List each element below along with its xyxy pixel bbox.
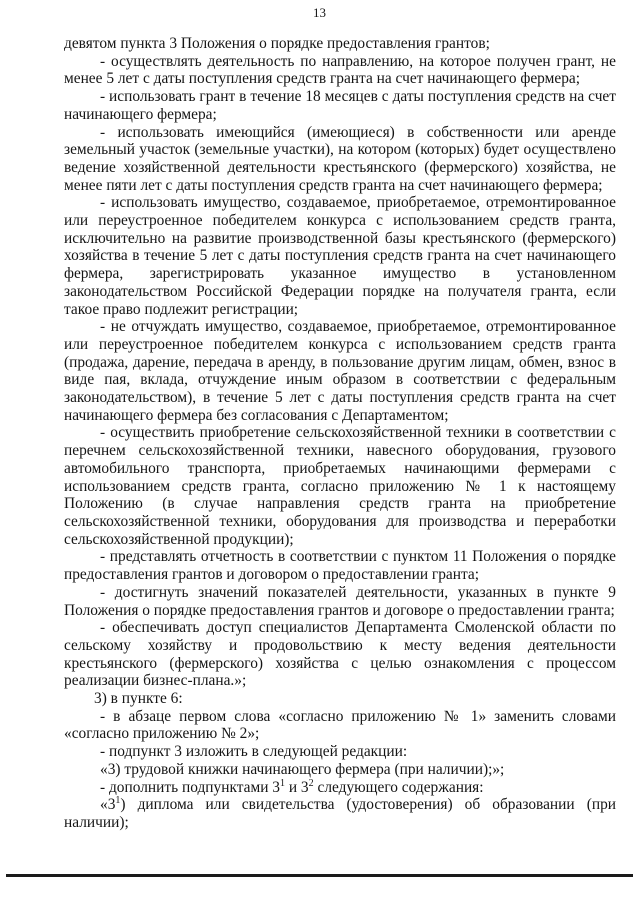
supplement-text-after: следующего содержания: xyxy=(313,778,484,796)
document-body xyxy=(64,35,616,832)
last-item-text: ) диплома или свидетельства (удостоверения) об образовании (при наличии); xyxy=(64,796,616,831)
last-item-paragraph xyxy=(64,796,616,831)
paragraph: - использовать имеющийся (имеющиеся) в собственности или аренде земельный участок (земельные участки), на котором (которых) будет осуществлено ведение хозяйственной деятельности крестьянского (фермерского) хозяйства, не менее пяти лет с даты поступления средств гранта на счет начинающего фермера; xyxy=(64,123,616,194)
paragraph: - осуществлять деятельность по направлению, на которое получен грант, не менее 5 лет с даты поступления средств гранта на счет начинающего фермера; xyxy=(64,52,616,88)
paragraph: - осуществить приобретение сельскохозяйственной техники в соответствии с перечнем сельскохозяйственной техники, навесного оборудования, грузового автомобильного транспорта, приобретаемых начинающими фермерами с использованием средств гранта, согласно приложению № 1 к настоящему Положению (в случае направления средств гранта на приобретение сельскохозяйственной техники, оборудования для производства и переработки сельскохозяйственной продукции); xyxy=(64,424,616,548)
paragraph: - не отчуждать имущество, создаваемое, приобретаемое, отремонтированное или переустроенное победителем конкурса с использованием средств гранта (продажа, дарение, передача в аренду, в пользование другим лицам, обмен, взнос в виде пая, вклада, отчуждение иным образом в соответствии с федеральным законодательством), в течение 5 лет с даты поступления средств гранта на счет начинающего фермера без согласования с Департаментом; xyxy=(64,318,616,424)
paragraph: 3) в пункте 6: xyxy=(94,690,183,708)
paragraph: - использовать имущество, создаваемое, приобретаемое, отремонтированное или переустроенное победителем конкурса с использованием средств гранта, исключительно на развитие производственной базы крестьянского (фермерского) хозяйства в течение 5 лет с даты поступления средств гранта на счет начинающего фермера, зарегистрировать указанное имущество в установленном законодательством Российской Федерации порядке на получателя гранта, если такое право подлежит регистрации; xyxy=(64,194,616,318)
bottom-rule xyxy=(6,874,633,877)
paragraph: - в абзаце первом слова «согласно приложению № 1» заменить словами «согласно приложению № 2»; xyxy=(64,707,616,743)
superscript: 1 xyxy=(115,795,121,807)
paragraph: «3) трудовой книжки начинающего фермера (при наличии);»; xyxy=(100,760,505,778)
paragraph: - обеспечивать доступ специалистов Департамента Смоленской области по сельскому хозяйству и продовольствию к месту ведения деятельности крестьянского (фермерского) хозяйства с целью ознакомления с процессом реализации бизнес-плана.»; xyxy=(64,619,616,690)
supplement-text-before: - дополнить подпунктами 3 xyxy=(100,778,280,796)
paragraph: девятом пункта 3 Положения о порядке предоставления грантов; xyxy=(64,35,490,52)
supplement-text-middle: и 3 xyxy=(285,778,309,796)
page-number: 13 xyxy=(313,5,326,20)
paragraph: - достигнуть значений показателей деятельности, указанных в пункте 9 Положения о порядке предоставления грантов и договоре о предоставлении гранта; xyxy=(64,583,616,619)
paragraph: - использовать грант в течение 18 месяцев с даты поступления средств на счет начинающего фермера; xyxy=(64,88,616,123)
paragraph: - представлять отчетность в соответствии с пунктом 11 Положения о порядке предоставления грантов и договором о предоставлении гранта; xyxy=(64,548,616,584)
supplement-paragraph xyxy=(64,779,616,797)
paragraph: - подпункт 3 изложить в следующей редакции: xyxy=(100,743,408,761)
superscript: 2 xyxy=(308,777,314,789)
last-item-open: «3 xyxy=(100,796,116,814)
superscript: 1 xyxy=(280,777,285,789)
